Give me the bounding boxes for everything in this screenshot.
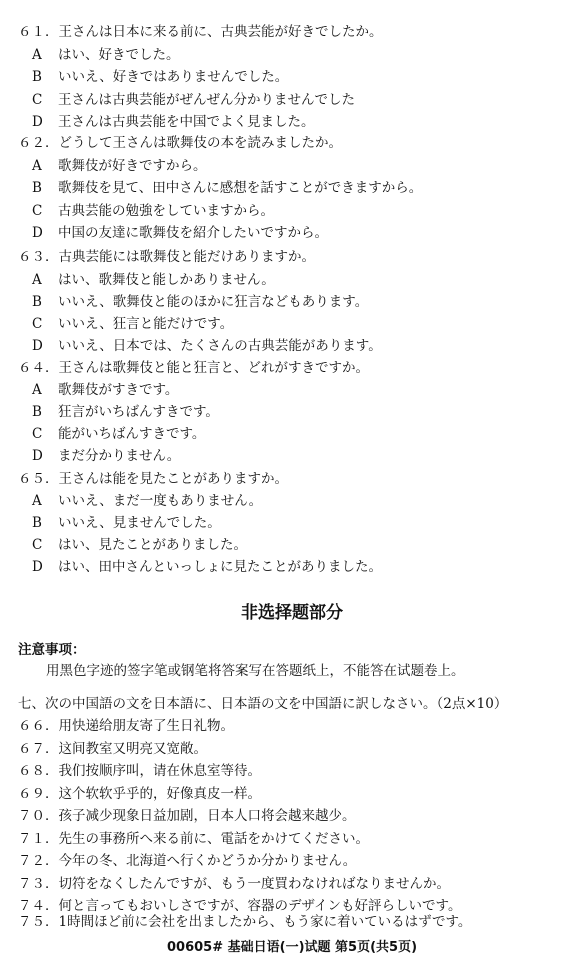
question-63: ６３．古典芸能には歌舞伎と能だけありますか。: [18, 249, 315, 265]
option-61-a: A はい、好きでした。: [32, 47, 180, 63]
translation-item-75: ７５．1時間ほど前に会社を出ましたから、もう家に着いているはずです。: [18, 914, 472, 930]
translation-instructions: 七、次の中国語の文を日本語に、日本語の文を中国語に訳しなさい。（2点×10）: [18, 696, 508, 712]
option-62-b: B 歌舞伎を見て、田中さんに感想を話すことができますから。: [32, 180, 423, 196]
option-65-d: D はい、田中さんといっしょに見たことがありました。: [32, 559, 382, 575]
option-65-a: A いいえ、まだ一度もありません。: [32, 493, 263, 509]
translation-item-68: ６８．我们按顺序叫，请在休息室等待。: [18, 763, 261, 779]
option-63-a: A はい、歌舞伎と能しかありません。: [32, 272, 275, 288]
question-61: ６１．王さんは日本に来る前に、古典芸能が好きでしたか。: [18, 24, 383, 40]
option-63-d: D いいえ、日本では、たくさんの古典芸能があります。: [32, 338, 382, 354]
section-title: 非选择题部分: [241, 603, 343, 623]
translation-item-69: ６９．这个软软乎乎的，好像真皮一样。: [18, 786, 261, 802]
option-64-d: D まだ分かりません。: [32, 448, 181, 464]
option-61-d: D 王さんは古典芸能を中国でよく見ました。: [32, 114, 315, 130]
notice-body: 用黑色字迹的签字笔或钢笔将答案写在答题纸上，不能答在试题卷上。: [46, 663, 465, 679]
option-64-b: B 狂言がいちばんすきです。: [32, 404, 219, 420]
option-62-a: A 歌舞伎が好きですから。: [32, 158, 207, 174]
notice-heading: 注意事项：: [18, 642, 86, 658]
question-64: ６４．王さんは歌舞伎と能と狂言と、どれがすきですか。: [18, 360, 369, 376]
translation-item-72: ７２．今年の冬、北海道へ行くかどうか分かりません。: [18, 853, 357, 869]
translation-item-70: ７０．孩子减少现象日益加剧，日本人口将会越来越少。: [18, 808, 356, 824]
translation-item-74: ７４．何と言ってもおいしさですが、容器のデザインも好評らしいです。: [18, 898, 462, 914]
option-62-c: C 古典芸能の勉強をしていますから。: [32, 203, 274, 219]
option-64-c: C 能がいちばんすきです。: [32, 426, 206, 442]
option-61-b: B いいえ、好きではありませんでした。: [32, 69, 289, 85]
translation-item-73: ７３．切符をなくしたんですが、もう一度買わなければなりませんか。: [18, 876, 450, 892]
option-65-c: C はい、見たことがありました。: [32, 537, 247, 553]
question-65: ６５．王さんは能を見たことがありますか。: [18, 471, 288, 487]
option-61-c: C 王さんは古典芸能がぜんぜん分かりませんでした: [32, 92, 355, 108]
option-63-c: C いいえ、狂言と能だけです。: [32, 316, 234, 332]
translation-item-66: ６６．用快递给朋友寄了生日礼物。: [18, 718, 234, 734]
translation-item-71: ７１．先生の事務所へ来る前に、電話をかけてください。: [18, 831, 369, 847]
option-64-a: A 歌舞伎がすきです。: [32, 382, 179, 398]
question-62: ６２．どうして王さんは歌舞伎の本を読みましたか。: [18, 135, 342, 151]
translation-item-67: ６７．这间教室又明亮又宽敞。: [18, 741, 207, 757]
option-62-d: D 中国の友達に歌舞伎を紹介したいですから。: [32, 225, 328, 241]
page-footer: 00605# 基础日语(一)试题 第5页(共5页): [166, 940, 418, 955]
option-63-b: B いいえ、歌舞伎と能のほかに狂言などもあります。: [32, 294, 369, 310]
option-65-b: B いいえ、見ませんでした。: [32, 515, 221, 531]
